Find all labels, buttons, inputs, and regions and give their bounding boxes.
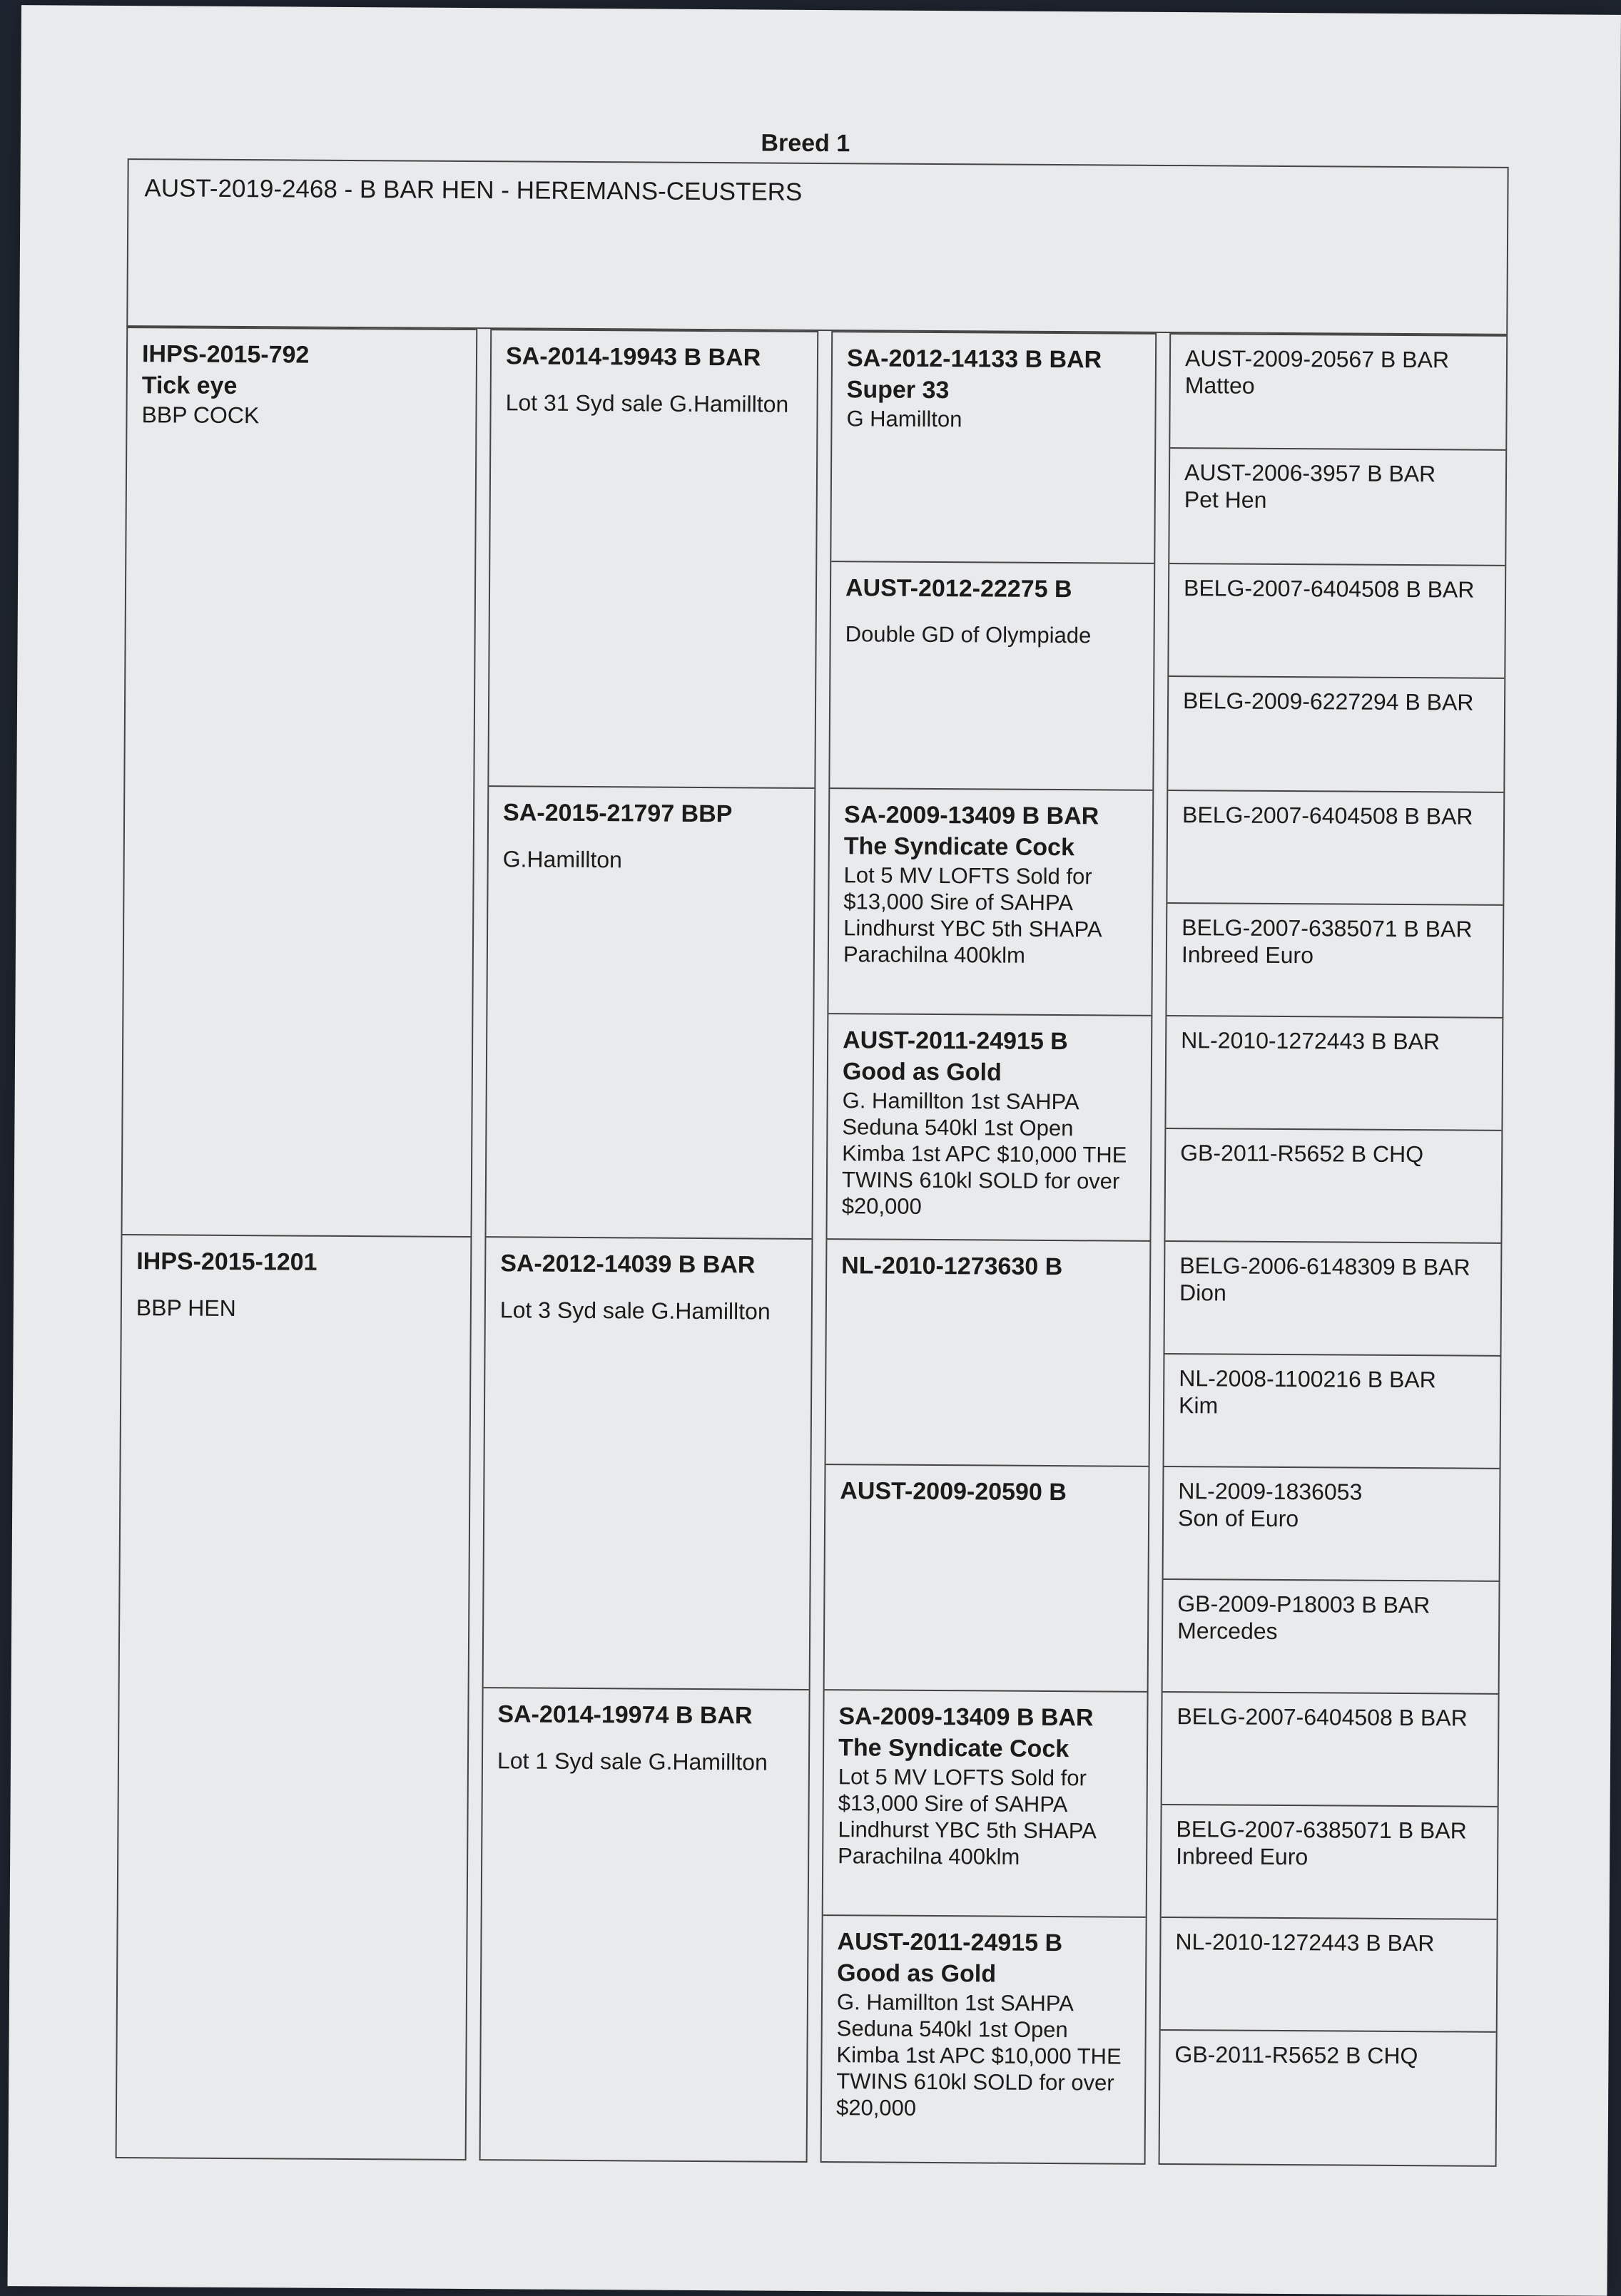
gen2-id: SA-2014-19943 B BAR <box>505 342 761 372</box>
gen2-cell <box>481 1688 809 2164</box>
gen3-name: The Syndicate Cock <box>838 1734 1069 1763</box>
gen3-cell <box>827 1014 1151 1242</box>
gen2-id: SA-2014-19974 B BAR <box>497 1700 753 1730</box>
gen4-cell <box>1162 1693 1498 1807</box>
gen3-id: SA-2009-13409 B BAR <box>843 801 1099 830</box>
gen4-id: NL-2010-1272443 B BAR <box>1181 1027 1440 1055</box>
gen4-id: AUST-2009-20567 B BAR <box>1184 345 1450 373</box>
gen3-id: NL-2010-1273630 B <box>841 1252 1063 1281</box>
gen4-id: BELG-2007-6404508 B BAR <box>1183 575 1475 603</box>
page-title: Breed 1 <box>761 129 850 158</box>
gen4-cell <box>1167 904 1503 1019</box>
gen4-desc: Dion <box>1179 1280 1226 1306</box>
gen3-cell <box>822 1916 1146 2166</box>
gen4-cell <box>1160 2031 1496 2168</box>
gen3-desc: Lot 5 MV LOFTS Sold for $13,000 Sire of SAHPA Lindhurst YBC 5th SHAPA Parachilna 400klm <box>838 1764 1096 1869</box>
gen4-cell <box>1165 1129 1501 1244</box>
gen2-desc: Lot 1 Syd sale G.Hamillton <box>497 1747 768 1775</box>
gen4-cell <box>1164 1354 1500 1469</box>
gen3-name: Super 33 <box>846 376 950 404</box>
gen4-cell <box>1164 1242 1500 1357</box>
gen4-desc: Matteo <box>1184 372 1255 399</box>
gen2-desc: Lot 31 Syd sale G.Hamillton <box>505 389 789 417</box>
gen4-cell <box>1166 1016 1502 1131</box>
sire-name: Tick eye <box>141 372 238 400</box>
gen4-id: GB-2009-P18003 B BAR <box>1177 1591 1431 1618</box>
gen2-desc: Lot 3 Syd sale G.Hamillton <box>499 1297 771 1325</box>
gen4-id: BELG-2006-6148309 B BAR <box>1179 1252 1470 1280</box>
gen4-cell <box>1167 791 1503 906</box>
gen3-desc: G. Hamillton 1st SAHPA Seduna 540kl 1st Open Kimba 1st APC $10,000 THE TWINS 610kl SOLD for over $20,000 <box>835 1989 1122 2121</box>
gen4-id: NL-2008-1100216 B BAR <box>1179 1365 1436 1393</box>
gen4-cell <box>1168 677 1504 793</box>
gen4-cell <box>1162 1805 1498 1920</box>
gen3-cell <box>830 562 1154 791</box>
gen3-name: Good as Gold <box>837 1959 997 1988</box>
gen3-id: AUST-2011-24915 B <box>837 1928 1063 1957</box>
gen4-id: AUST-2006-3957 B BAR <box>1184 459 1436 487</box>
gen3-id: SA-2012-14133 B BAR <box>846 345 1102 374</box>
gen3-id: SA-2009-13409 B BAR <box>838 1703 1094 1732</box>
gen3-name: The Syndicate Cock <box>843 832 1075 862</box>
gen2-cell <box>486 787 814 1240</box>
gen2-cell <box>489 330 817 789</box>
gen3-cell <box>826 1240 1150 1467</box>
gen3-id: AUST-2009-20590 B <box>840 1477 1067 1506</box>
gen4-id: GB-2011-R5652 B CHQ <box>1180 1140 1424 1168</box>
gen3-cell <box>831 332 1155 564</box>
gen4-id: GB-2011-R5652 B CHQ <box>1174 2041 1418 2069</box>
gen3-name: Good as Gold <box>842 1058 1002 1086</box>
gen3-column <box>820 331 1157 2165</box>
gen4-desc: Pet Hen <box>1184 486 1267 513</box>
gen2-id: SA-2015-21797 BBP <box>503 799 733 828</box>
subject-label: AUST-2019-2468 - B BAR HEN - HEREMANS-CEUSTERS <box>144 174 803 206</box>
gen4-desc: Inbreed Euro <box>1176 1843 1309 1870</box>
gen3-cell <box>823 1690 1147 1918</box>
gen1-column <box>116 327 478 2160</box>
gen2-id: SA-2012-14039 B BAR <box>500 1250 756 1279</box>
gen4-cell <box>1169 449 1505 566</box>
gen4-cell <box>1170 335 1506 451</box>
gen3-desc: Double GD of Olympiade <box>845 621 1092 648</box>
gen4-id: BELG-2007-6404508 B BAR <box>1182 802 1473 830</box>
gen4-desc: Mercedes <box>1177 1618 1278 1644</box>
dam-id: IHPS-2015-1201 <box>136 1248 317 1276</box>
gen4-id: BELG-2009-6227294 B BAR <box>1182 688 1474 715</box>
gen4-cell <box>1169 564 1505 679</box>
gen2-desc: G.Hamillton <box>502 846 622 873</box>
sire-id: IHPS-2015-792 <box>141 340 310 369</box>
gen3-cell <box>825 1465 1149 1693</box>
gen4-desc: Kim <box>1178 1392 1219 1419</box>
gen4-id: NL-2009-1836053 <box>1178 1478 1363 1505</box>
gen3-cell <box>828 789 1152 1016</box>
gen4-cell <box>1161 1918 1497 2033</box>
gen4-id: BELG-2007-6385071 B BAR <box>1182 914 1473 942</box>
sire-cell <box>122 328 476 1238</box>
subject-box <box>126 158 1508 335</box>
gen3-id: AUST-2012-22275 B <box>845 574 1072 603</box>
gen4-cell <box>1163 1580 1499 1695</box>
sire-desc: BBP COCK <box>141 402 260 429</box>
gen2-column <box>479 329 819 2163</box>
gen4-id: BELG-2007-6385071 B BAR <box>1176 1816 1467 1844</box>
gen4-id: NL-2010-1272443 B BAR <box>1175 1929 1435 1956</box>
gen4-id: BELG-2007-6404508 B BAR <box>1177 1703 1468 1731</box>
gen2-cell <box>484 1238 812 1690</box>
pedigree-sheet <box>7 5 1620 2296</box>
gen4-desc: Inbreed Euro <box>1181 942 1314 969</box>
gen4-column <box>1159 333 1508 2167</box>
gen3-desc: Lot 5 MV LOFTS Sold for $13,000 Sire of SAHPA Lindhurst YBC 5th SHAPA Parachilna 400klm <box>843 862 1101 968</box>
gen4-cell <box>1164 1467 1500 1582</box>
dam-desc: BBP HEN <box>136 1295 236 1322</box>
gen3-desc: G. Hamillton 1st SAHPA Seduna 540kl 1st Open Kimba 1st APC $10,000 THE TWINS 610kl SOLD for over $20,000 <box>841 1088 1127 1219</box>
gen4-desc: Son of Euro <box>1177 1505 1299 1532</box>
dam-cell <box>117 1235 471 2162</box>
gen3-desc: G Hamillton <box>846 406 962 432</box>
gen3-id: AUST-2011-24915 B <box>843 1026 1068 1056</box>
